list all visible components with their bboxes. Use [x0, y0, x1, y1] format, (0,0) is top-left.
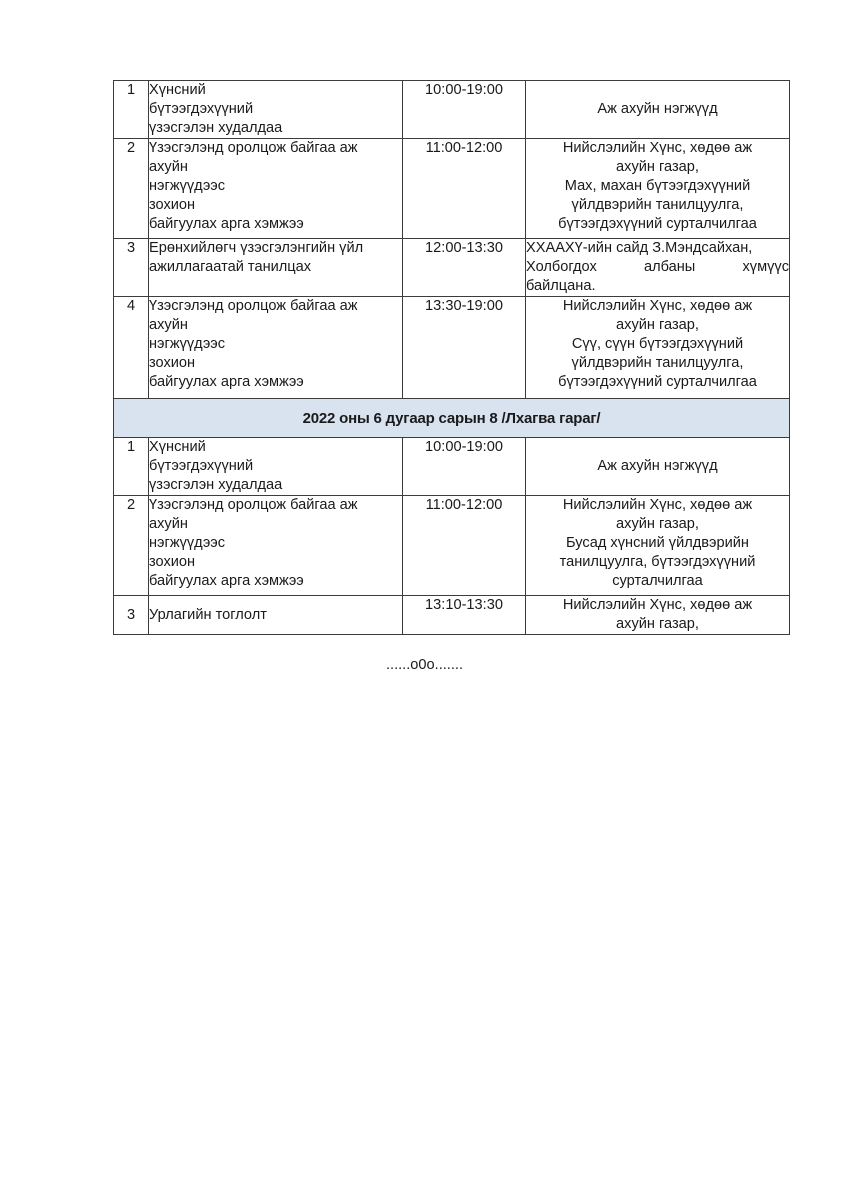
activity-line: Ерөнхийлөгч үзэсгэлэнгийн үйл	[149, 240, 364, 256]
activity-word: Хүнсний	[149, 82, 206, 98]
organizer-line: ХХААХҮ-ийн сайд З.Мэндсайхан,	[526, 240, 753, 256]
organizer-line: үйлдвэрийн танилцуулга,	[571, 197, 744, 213]
activity-word: зохион	[149, 355, 196, 371]
activity-line	[149, 81, 402, 119]
activity-cell	[149, 239, 403, 297]
activity-cell	[149, 297, 403, 399]
activity-word: нэгжүүдээс	[149, 178, 226, 194]
organizer-word: албаны	[643, 259, 696, 275]
row-number: 1	[114, 81, 149, 139]
organizer-cell	[526, 239, 790, 297]
activity-cell	[149, 438, 403, 496]
activity-line: үзэсгэлэн худалдаа	[149, 477, 283, 493]
row-number: 2	[114, 139, 149, 239]
organizer-line: бүтээгдэхүүний сурталчилгаа	[558, 374, 757, 390]
organizer-line	[526, 258, 789, 277]
time-cell: 10:00-19:00	[403, 438, 526, 496]
table-row	[114, 297, 790, 399]
activity-line: Урлагийн тоглолт	[149, 606, 267, 623]
activity-word: ахуйн	[149, 317, 188, 333]
activity-line: Үзэсгэлэнд оролцож байгаа аж	[149, 140, 358, 156]
time-cell: 11:00-12:00	[403, 496, 526, 596]
schedule-table	[113, 80, 790, 635]
organizer-cell	[526, 496, 790, 596]
time-cell: 10:00-19:00	[403, 81, 526, 139]
row-number: 2	[114, 496, 149, 596]
activity-word: ахуйн	[149, 516, 188, 532]
activity-line: үзэсгэлэн худалдаа	[149, 120, 283, 136]
time-cell: 12:00-13:30	[403, 239, 526, 297]
organizer-line: Аж ахуйн нэгжүүд	[597, 458, 718, 474]
row-number: 3	[114, 239, 149, 297]
organizer-cell	[526, 81, 790, 139]
organizer-cell	[526, 139, 790, 239]
activity-line: байгуулах арга хэмжээ	[149, 573, 304, 589]
organizer-line: сурталчилгаа	[612, 573, 703, 589]
time-cell: 13:30-19:00	[403, 297, 526, 399]
organizer-line: Нийслэлийн Хүнс, хөдөө аж	[562, 298, 753, 314]
activity-cell	[149, 139, 403, 239]
activity-cell	[149, 81, 403, 139]
time-cell: 13:10-13:30	[403, 596, 526, 635]
row-number: 4	[114, 297, 149, 399]
activity-word: Хүнсний	[149, 439, 206, 455]
activity-line	[149, 438, 402, 476]
activity-line: Үзэсгэлэнд оролцож байгаа аж	[149, 298, 358, 314]
activity-line: байгуулах арга хэмжээ	[149, 374, 304, 390]
table-row	[114, 81, 790, 139]
organizer-line: ахуйн газар,	[616, 317, 699, 333]
row-number: 1	[114, 438, 149, 496]
organizer-line: байлцана.	[526, 278, 596, 294]
activity-line	[149, 515, 402, 572]
organizer-line: ахуйн газар,	[616, 516, 699, 532]
day-header-row	[114, 399, 790, 438]
activity-word: зохион	[149, 197, 196, 213]
organizer-line: Аж ахуйн нэгжүүд	[597, 101, 718, 117]
organizer-line: Бусад хүнсний үйлдвэрийн	[566, 535, 749, 551]
organizer-line: танилцуулга, бүтээгдэхүүний	[559, 554, 756, 570]
activity-line: байгуулах арга хэмжээ	[149, 216, 304, 232]
day-header: 2022 оны 6 дугаар сарын 8 /Лхагва гараг/	[114, 399, 790, 438]
activity-line: ажиллагаатай танилцах	[149, 259, 312, 275]
activity-line: Үзэсгэлэнд оролцож байгаа аж	[149, 497, 358, 513]
organizer-line: бүтээгдэхүүний сурталчилгаа	[558, 216, 757, 232]
activity-word: ахуйн	[149, 159, 188, 175]
end-mark: ......o0o.......	[385, 657, 464, 673]
organizer-line: ахуйн газар,	[616, 159, 699, 175]
table-row	[114, 438, 790, 496]
organizer-line: Мах, махан бүтээгдэхүүний	[564, 178, 751, 194]
organizer-cell	[526, 438, 790, 496]
activity-cell	[149, 496, 403, 596]
organizer-line: Нийслэлийн Хүнс, хөдөө аж	[562, 140, 753, 156]
organizer-line: Нийслэлийн Хүнс, хөдөө аж	[562, 497, 753, 513]
table-row	[114, 139, 790, 239]
table-row	[114, 596, 790, 635]
activity-word: бүтээгдэхүүний	[149, 101, 254, 117]
activity-cell	[149, 596, 403, 635]
organizer-word: Холбогдох	[526, 259, 597, 275]
organizer-line: ахуйн газар,	[616, 616, 699, 632]
table-row	[114, 239, 790, 297]
organizer-line: үйлдвэрийн танилцуулга,	[571, 355, 744, 371]
table-row	[114, 496, 790, 596]
row-number: 3	[114, 596, 149, 635]
organizer-cell	[526, 596, 790, 635]
organizer-line: Нийслэлийн Хүнс, хөдөө аж	[562, 597, 753, 613]
activity-word: нэгжүүдээс	[149, 336, 226, 352]
activity-word: нэгжүүдээс	[149, 535, 226, 551]
organizer-cell	[526, 297, 790, 399]
activity-word: бүтээгдэхүүний	[149, 458, 254, 474]
activity-line	[149, 316, 402, 373]
activity-line	[149, 158, 402, 215]
organizer-line: Сүү, сүүн бүтээгдэхүүний	[571, 336, 744, 352]
time-cell: 11:00-12:00	[403, 139, 526, 239]
organizer-word: хүмүүс	[742, 259, 789, 275]
activity-word: зохион	[149, 554, 196, 570]
